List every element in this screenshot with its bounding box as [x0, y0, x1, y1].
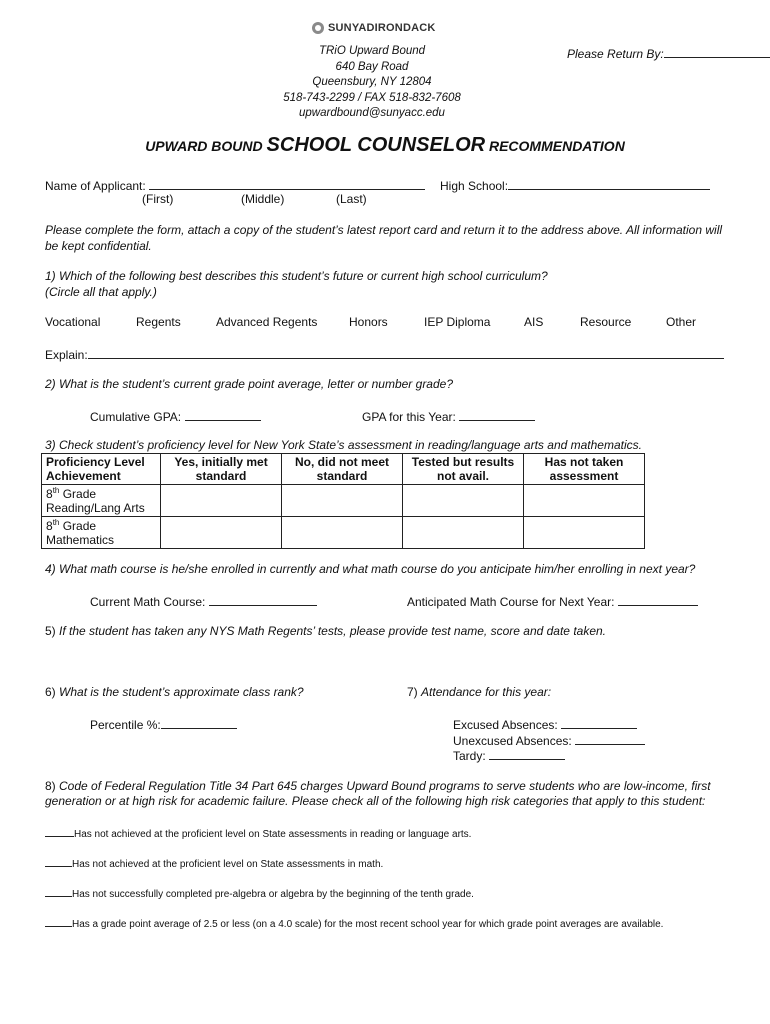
middle-label: (Middle) [241, 192, 285, 206]
unexcused-row [453, 732, 645, 748]
current-math-row [90, 593, 317, 609]
checkbox-cell[interactable] [282, 485, 403, 517]
first-label: (First) [142, 192, 174, 206]
address-line: 640 Bay Road [335, 60, 409, 73]
risk-item: Has a grade point average of 2.5 or less (on a 4.0 scale) for the most recent school year for which grade point averages are available. [45, 916, 663, 930]
q3-text: 3) Check student’s proficiency level for New York State’s assessment in reading/language arts and mathematics. [45, 438, 642, 452]
high-school-row [440, 177, 710, 193]
form-title [0, 134, 770, 157]
row-label: 8th Grade Mathematics [42, 517, 161, 549]
title-part: RECOMMENDATION [485, 138, 625, 154]
address-line: TRiO Upward Bound [318, 45, 426, 57]
q4-text: 4) What math course is he/she enrolled in currently and what math course do you anticipate him/her enrolling in next year? [45, 562, 696, 576]
return-by [567, 45, 770, 61]
percentile-row [90, 716, 237, 732]
explain-field[interactable] [88, 346, 724, 359]
q8-line2: generation or at high risk for academic failure. Please check all of the following high risk categories that apply to this student: [45, 794, 706, 808]
table-header: Tested but results not avail. [403, 454, 524, 485]
percentile-field[interactable] [161, 716, 237, 729]
checkbox-cell[interactable] [524, 517, 645, 549]
q7-text: 7) Attendance for this year: [407, 685, 552, 699]
checkbox-cell[interactable] [524, 485, 645, 517]
risk-checkbox-line[interactable] [45, 826, 74, 837]
checkbox-cell[interactable] [161, 517, 282, 549]
program-address [272, 44, 472, 122]
curriculum-option[interactable]: Regents [136, 315, 181, 329]
curriculum-option[interactable]: Other [666, 315, 697, 329]
next-math-row [407, 593, 698, 609]
year-gpa-label: GPA for this Year: [362, 410, 456, 424]
q8-line1: 8) Code of Federal Regulation Title 34 Part 645 charges Upward Bound programs to serve students who are low-income, first [45, 779, 711, 793]
curriculum-option[interactable]: Resource [580, 315, 632, 329]
tardy-row [453, 747, 565, 763]
address-line: 518-743-2299 / FAX 518-832-7608 [283, 91, 461, 104]
checkbox-cell[interactable] [161, 485, 282, 517]
risk-checkbox-line[interactable] [45, 916, 72, 927]
curriculum-option[interactable]: IEP Diploma [424, 315, 491, 329]
applicant-name-row [45, 177, 425, 193]
return-by-label: Please Return By: [567, 47, 664, 61]
curriculum-option[interactable]: Vocational [45, 315, 101, 329]
table-header: Yes, initially met standard [161, 454, 282, 485]
tardy-field[interactable] [489, 747, 565, 760]
return-by-field[interactable] [664, 45, 770, 58]
table-header: Has not taken assessment [524, 454, 645, 485]
table-header: Proficiency Level Achievement [42, 454, 161, 485]
curriculum-option[interactable]: Advanced Regents [216, 315, 318, 329]
percentile-label: Percentile %: [90, 718, 161, 732]
current-math-label: Current Math Course: [90, 595, 206, 609]
risk-item: Has not achieved at the proficient level on State assessments in reading or language arts. [45, 826, 471, 840]
instructions: Please complete the form, attach a copy of the student’s latest report card and return it to the address above. All information will be kept confidential. [45, 223, 723, 253]
q2-text: 2) What is the student’s current grade point average, letter or number grade? [45, 377, 454, 391]
risk-checkbox-line[interactable] [45, 886, 72, 897]
cumulative-gpa-field[interactable] [185, 408, 261, 421]
explain-label: Explain: [45, 348, 88, 362]
last-label: (Last) [336, 192, 367, 206]
row-label: 8th Grade Reading/Lang Arts [42, 485, 161, 517]
curriculum-option[interactable]: Honors [349, 315, 388, 329]
current-math-field[interactable] [209, 593, 317, 606]
logo-text: SUNYADIRONDACK [328, 22, 436, 34]
table-row [42, 485, 645, 517]
unexcused-field[interactable] [575, 732, 645, 745]
title-part: UPWARD BOUND [145, 138, 267, 154]
logo-mark-icon [312, 22, 324, 34]
cumulative-gpa-label: Cumulative GPA: [90, 410, 182, 424]
risk-item: Has not successfully completed pre-algebra or algebra by the beginning of the tenth grade. [45, 886, 474, 900]
curriculum-option[interactable]: AIS [524, 315, 544, 329]
title-main: SCHOOL COUNSELOR [266, 134, 486, 156]
applicant-name-field[interactable] [149, 177, 425, 190]
q5-text: 5) If the student has taken any NYS Math Regents’ tests, please provide test name, score and date taken. [45, 624, 607, 638]
checkbox-cell[interactable] [282, 517, 403, 549]
table-header-row [42, 454, 645, 485]
address-line: upwardbound@sunyacc.edu [299, 107, 445, 119]
cumulative-gpa-row [90, 408, 261, 424]
applicant-name-label: Name of Applicant: [45, 179, 146, 193]
q1-sub: (Circle all that apply.) [45, 285, 157, 299]
excused-row [453, 716, 637, 732]
year-gpa-row [362, 408, 535, 424]
next-math-label: Anticipated Math Course for Next Year: [407, 595, 615, 609]
checkbox-cell[interactable] [403, 517, 524, 549]
address-line: Queensbury, NY 12804 [312, 76, 432, 88]
table-header: No, did not meet standard [282, 454, 403, 485]
q6-text: 6) What is the student’s approximate class rank? [45, 685, 304, 699]
high-school-label: High School: [440, 179, 509, 193]
risk-item: Has not achieved at the proficient level on State assessments in math. [45, 856, 383, 870]
proficiency-table [41, 453, 645, 549]
checkbox-cell[interactable] [403, 485, 524, 517]
excused-label: Excused Absences: [453, 718, 558, 732]
explain-row [45, 346, 724, 362]
unexcused-label: Unexcused Absences: [453, 734, 572, 748]
tardy-label: Tardy: [453, 749, 486, 763]
excused-field[interactable] [561, 716, 637, 729]
next-math-field[interactable] [618, 593, 698, 606]
risk-checkbox-line[interactable] [45, 856, 72, 867]
college-logo [312, 22, 436, 34]
high-school-field[interactable] [508, 177, 710, 190]
q1-text: 1) Which of the following best describes this student’s future or current high school curriculum? [45, 269, 548, 283]
year-gpa-field[interactable] [459, 408, 535, 421]
table-row [42, 517, 645, 549]
